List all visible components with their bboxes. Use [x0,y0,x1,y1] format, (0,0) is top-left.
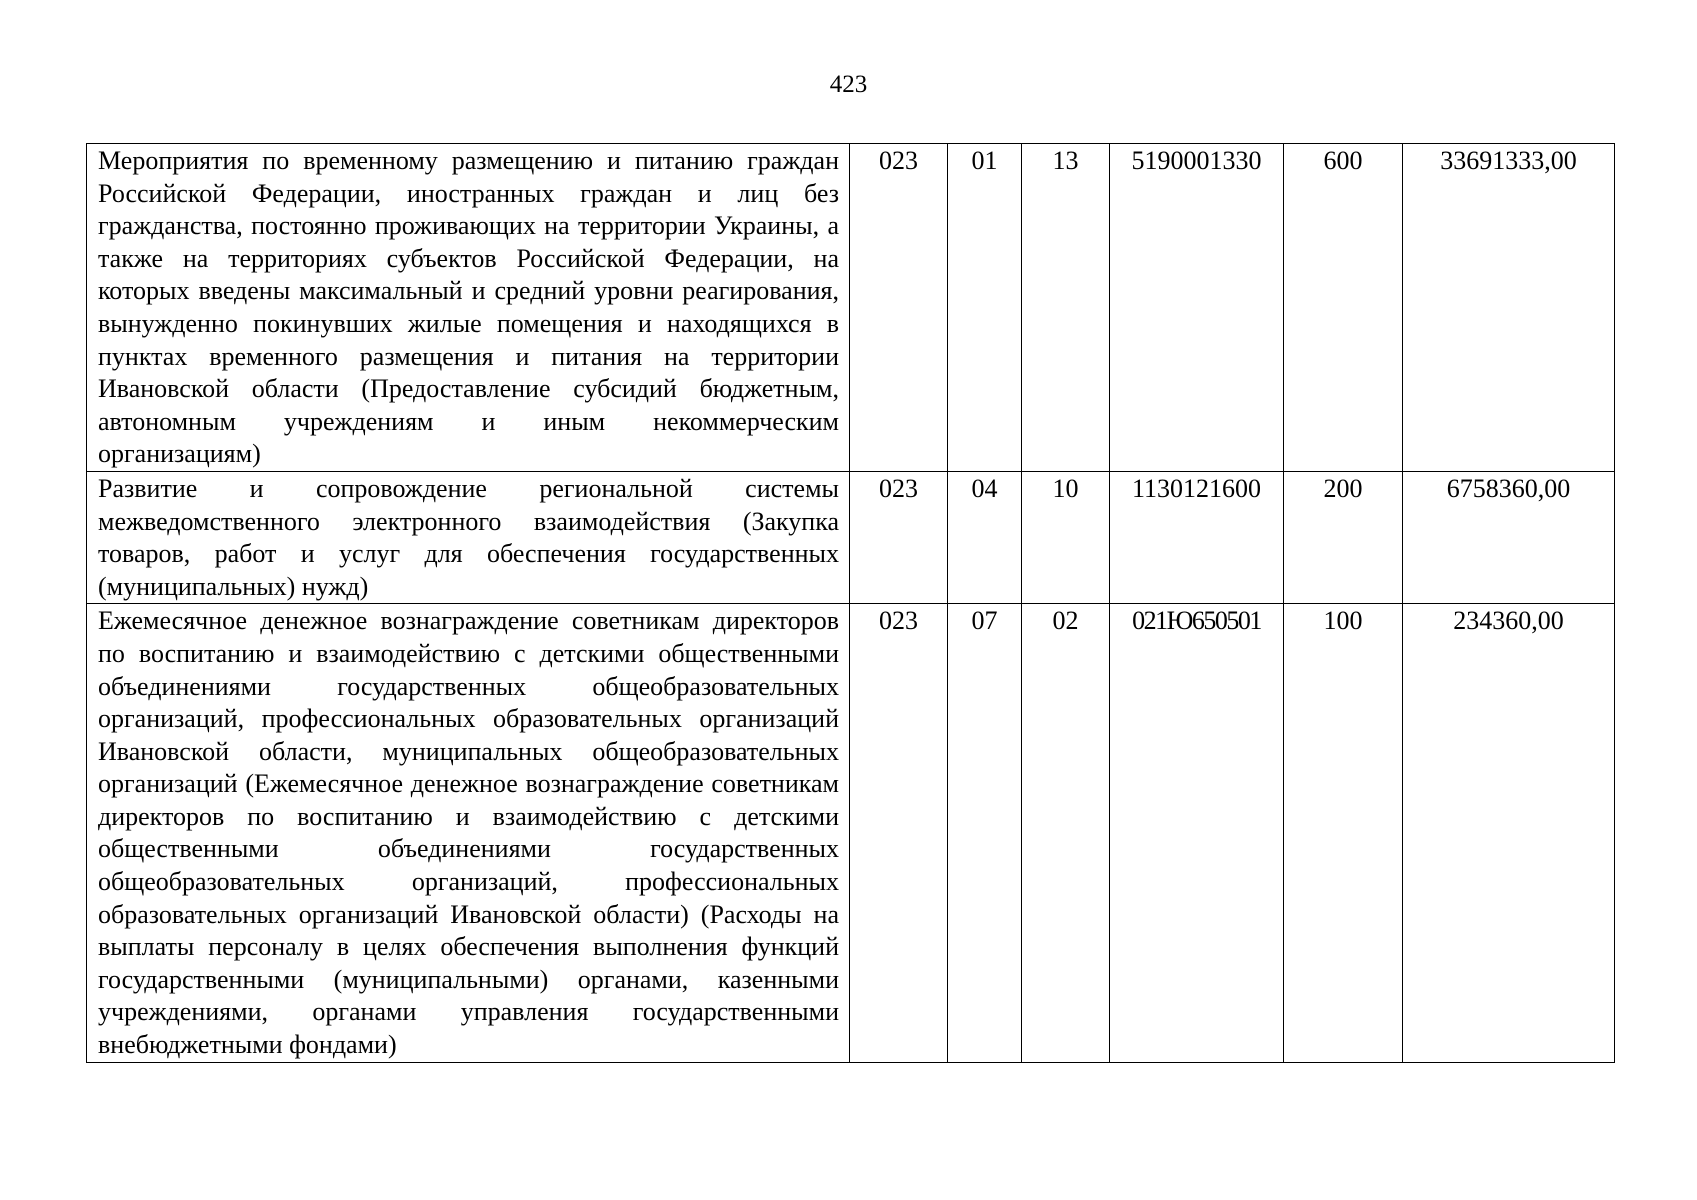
section-code: 01 [948,144,1022,472]
expense-type-code: 600 [1284,144,1403,472]
amount: 6758360,00 [1403,471,1615,603]
subsection-code: 10 [1022,471,1110,603]
table-row [87,471,1615,603]
ministry-code: 023 [850,471,948,603]
section-code: 07 [948,604,1022,1062]
target-article-code: 1130121600 [1110,471,1284,603]
section-code: 04 [948,471,1022,603]
table-row [87,144,1615,472]
amount: 33691333,00 [1403,144,1615,472]
budget-table [86,143,1615,1063]
target-article-code-text: 021Ю650501 [1132,606,1261,636]
row-description: Мероприятия по временному размещению и питанию граждан Российской Федерации, иностранных граждан и лиц без гражданства, постоянно проживающих на территории Украины, а также на территориях субъектов Российской Федерации, на которых введены максимальный и средний уровни реагирования, вынужденно покинувших жилые помещения и находящихся в пунктах временного размещения и питания на территории Ивановской области (Предоставление субсидий бюджетным, автономным учреждениям и иным некоммерческим организациям) [87,144,850,472]
subsection-code: 13 [1022,144,1110,472]
expense-type-code: 100 [1284,604,1403,1062]
ministry-code: 023 [850,604,948,1062]
target-article-code [1110,604,1284,1062]
row-description: Ежемесячное денежное вознаграждение советникам директоров по воспитанию и взаимодействию с детскими общественными объединениями государственных общеобразовательных организаций, профессиональных образовательных организаций Ивановской области, муниципальных общеобразовательных организаций (Ежемесячное денежное вознаграждение советникам директоров по воспитанию и взаимодействию с детскими общественными объединениями государственных общеобразовательных организаций, профессиональных образовательных организаций Ивановской области) (Расходы на выплаты персоналу в целях обеспечения выполнения функций государственными (муниципальными) органами, казенными учреждениями, органами управления государственными внебюджетными фондами) [87,604,850,1062]
page-number: 423 [829,71,868,98]
target-article-code: 5190001330 [1110,144,1284,472]
table-row [87,604,1615,1062]
amount: 234360,00 [1403,604,1615,1062]
ministry-code: 023 [850,144,948,472]
row-description: Развитие и сопровождение региональной системы межведомственного электронного взаимодействия (Закупка товаров, работ и услуг для обеспечения государственных (муниципальных) нужд) [87,471,850,603]
expense-type-code: 200 [1284,471,1403,603]
subsection-code: 02 [1022,604,1110,1062]
